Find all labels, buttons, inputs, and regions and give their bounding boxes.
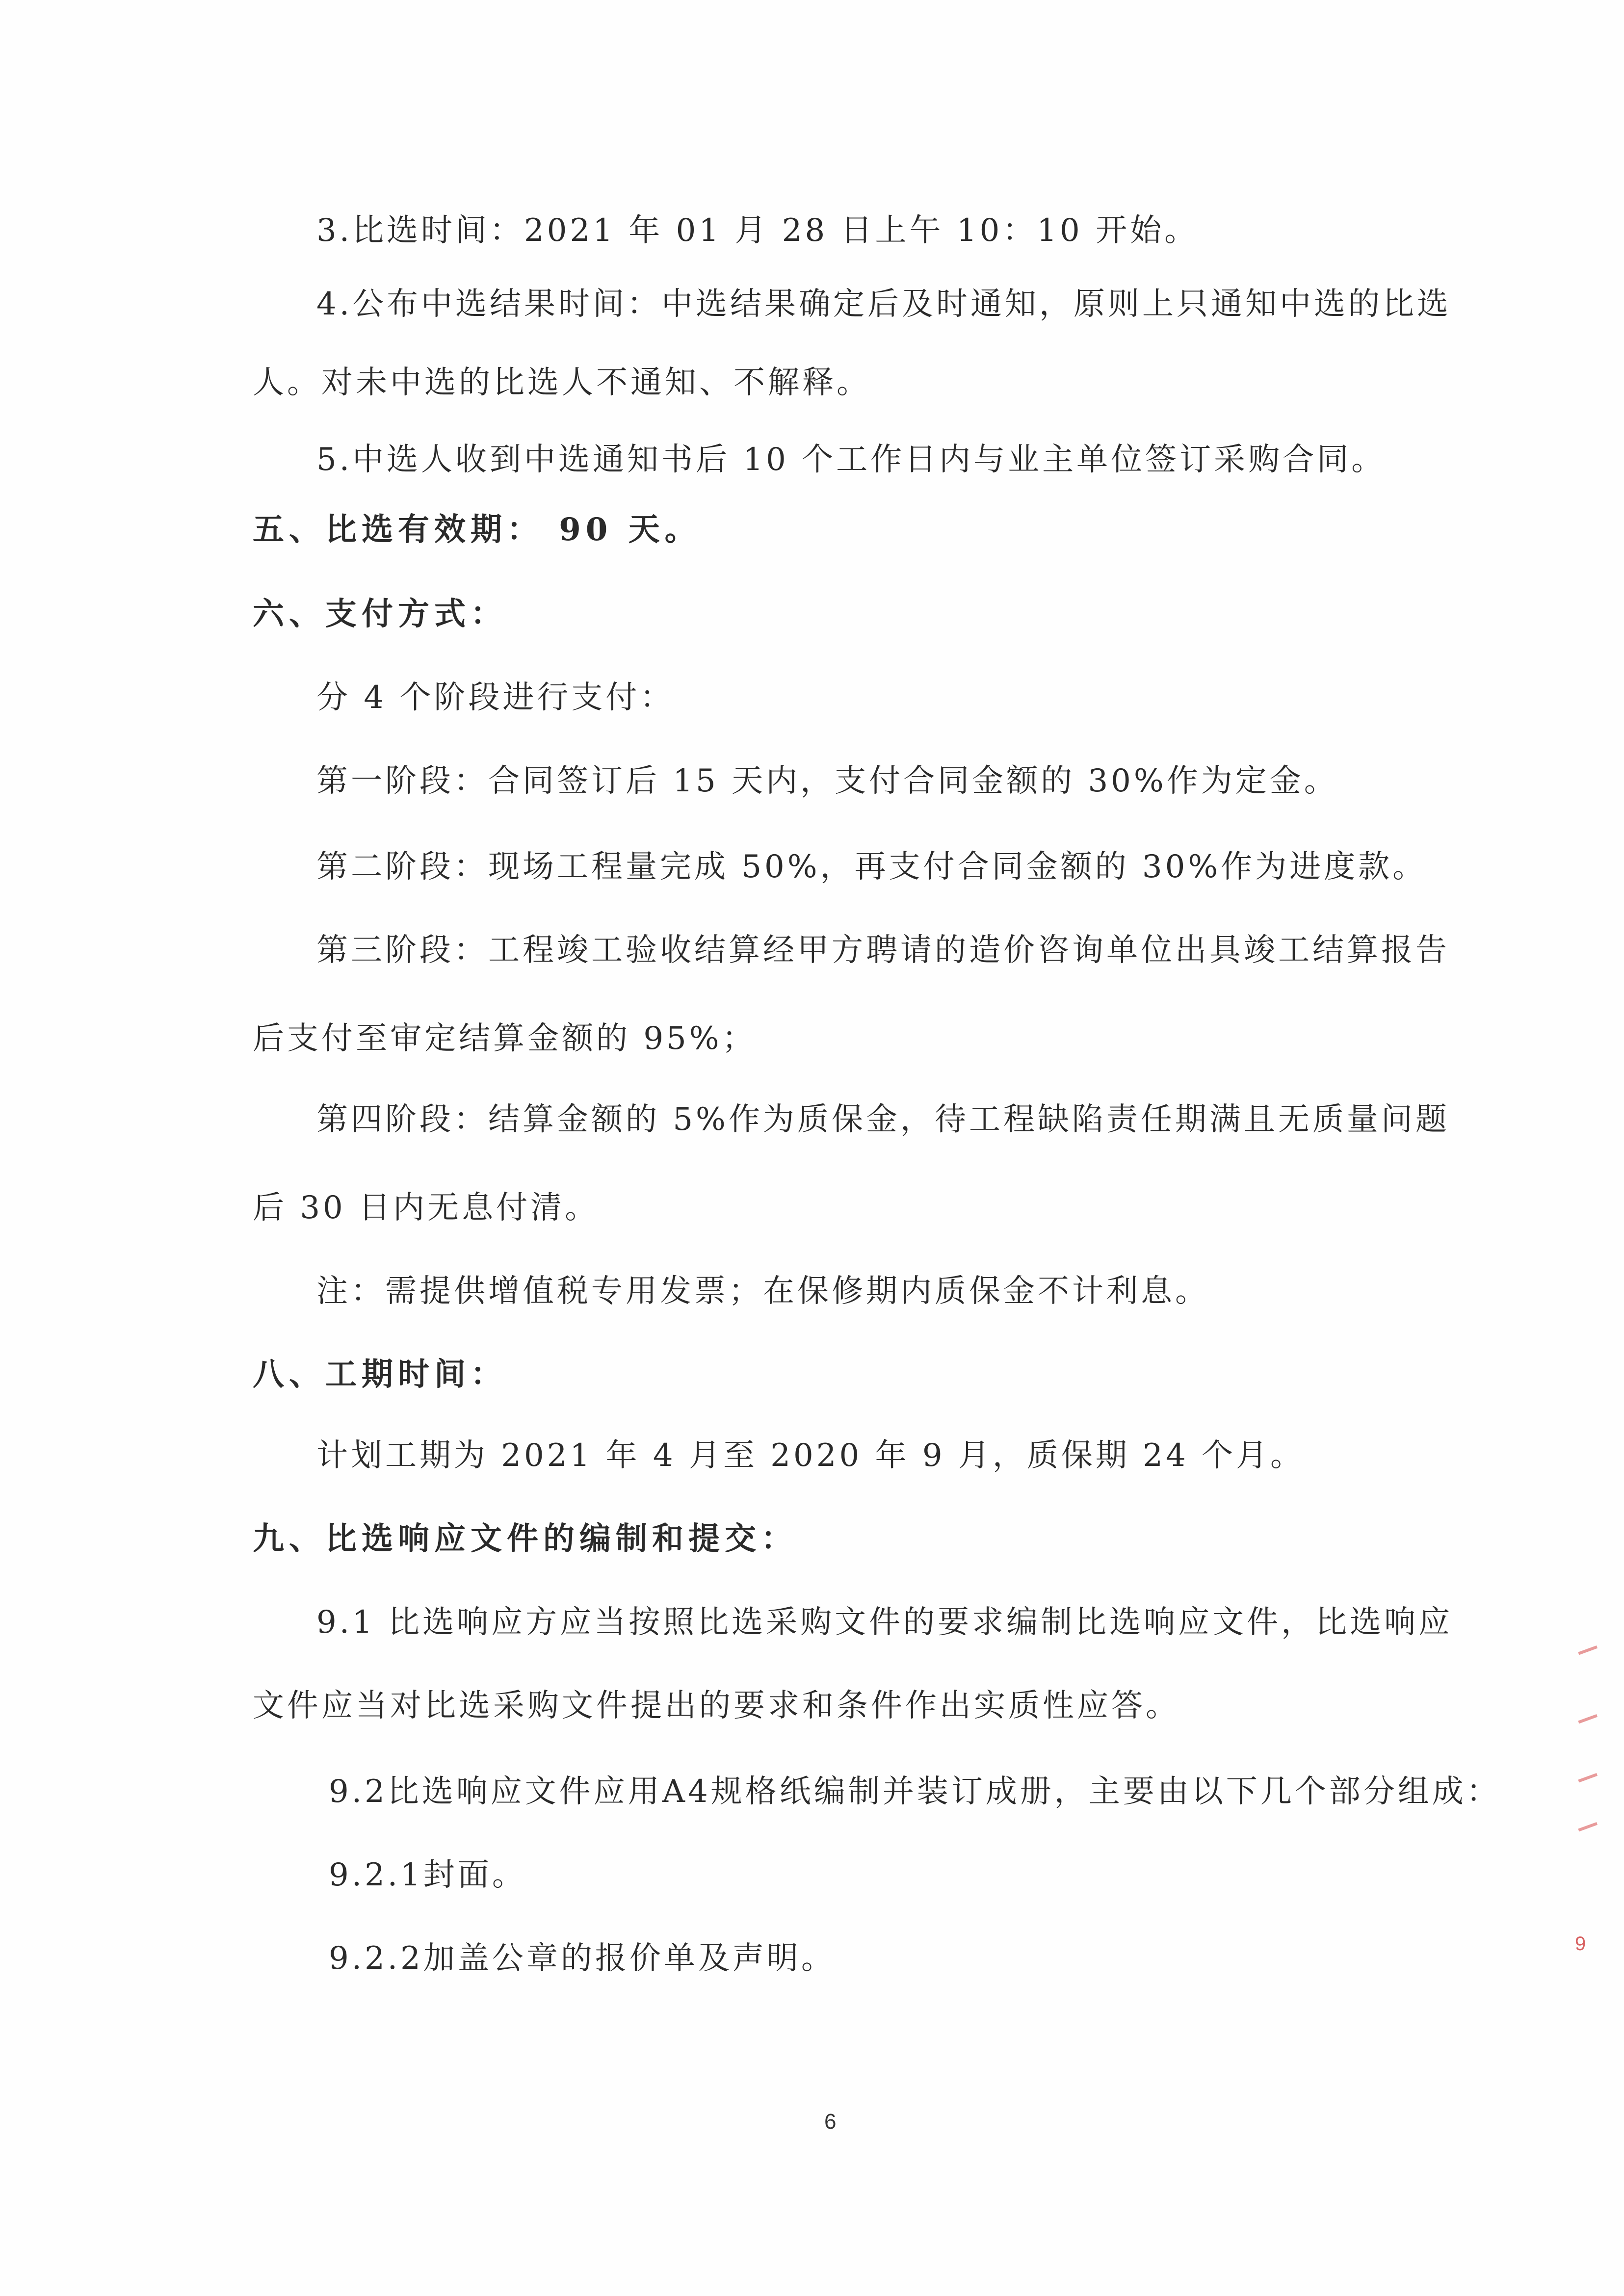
- section-heading-payment: 六、支付方式：: [253, 596, 507, 632]
- text-line: 文件应当对比选采购文件提出的要求和条件作出实质性应答。: [253, 1688, 1180, 1724]
- section-heading-schedule: 八、工期时间：: [253, 1356, 507, 1393]
- text-line: 分 4 个阶段进行支付：: [316, 679, 675, 716]
- seal-fragment: [1578, 1645, 1601, 1665]
- text-line: 第四阶段：结算金额的 5%作为质保金，待工程缺陷责任期满且无质量问题: [316, 1101, 1450, 1138]
- seal-fragment: [1578, 1714, 1601, 1734]
- text-line: 注：需提供增值税专用发票；在保修期内质保金不计利息。: [316, 1273, 1209, 1309]
- page-number: 6: [824, 2110, 837, 2134]
- seal-fragment: [1578, 1822, 1601, 1842]
- text-line: 第三阶段：工程竣工验收结算经甲方聘请的造价咨询单位出具竣工结算报告: [316, 932, 1450, 968]
- text-line: 第二阶段：现场工程量完成 50%，再支付合同金额的 30%作为进度款。: [316, 849, 1427, 885]
- text-line: 3.比选时间：2021 年 01 月 28 日上午 10：10 开始。: [316, 212, 1199, 249]
- text-line: 人。对未中选的比选人不通知、不解释。: [253, 365, 871, 401]
- text-line: 9.1 比选响应方应当按照比选采购文件的要求编制比选响应文件，比选响应: [316, 1604, 1453, 1641]
- seal-fragment: [1578, 1773, 1601, 1793]
- text-line: 9.2.1封面。: [329, 1857, 526, 1893]
- text-line: 第一阶段：合同签订后 15 天内，支付合同金额的 30%作为定金。: [316, 763, 1338, 799]
- text-line: 9.2.2加盖公章的报价单及声明。: [329, 1940, 836, 1977]
- section-heading-response-docs: 九、比选响应文件的编制和提交：: [253, 1520, 797, 1557]
- section-heading-validity: 五、比选有效期： 90 天。: [253, 511, 701, 548]
- text-line: 后 30 日内无息付清。: [253, 1190, 600, 1226]
- text-line: 5.中选人收到中选通知书后 10 个工作日内与业主单位签订采购合同。: [316, 442, 1386, 478]
- text-line: 计划工期为 2021 年 4 月至 2020 年 9 月，质保期 24 个月。: [316, 1437, 1305, 1474]
- seal-fragment-text: 9: [1575, 1933, 1586, 1955]
- text-line: 4.公布中选结果时间：中选结果确定后及时通知，原则上只通知中选的比选: [316, 286, 1452, 322]
- text-line: 9.2比选响应文件应用A4规格纸编制并装订成册，主要由以下几个部分组成：: [329, 1774, 1501, 1810]
- text-line: 后支付至审定结算金额的 95%；: [253, 1020, 757, 1057]
